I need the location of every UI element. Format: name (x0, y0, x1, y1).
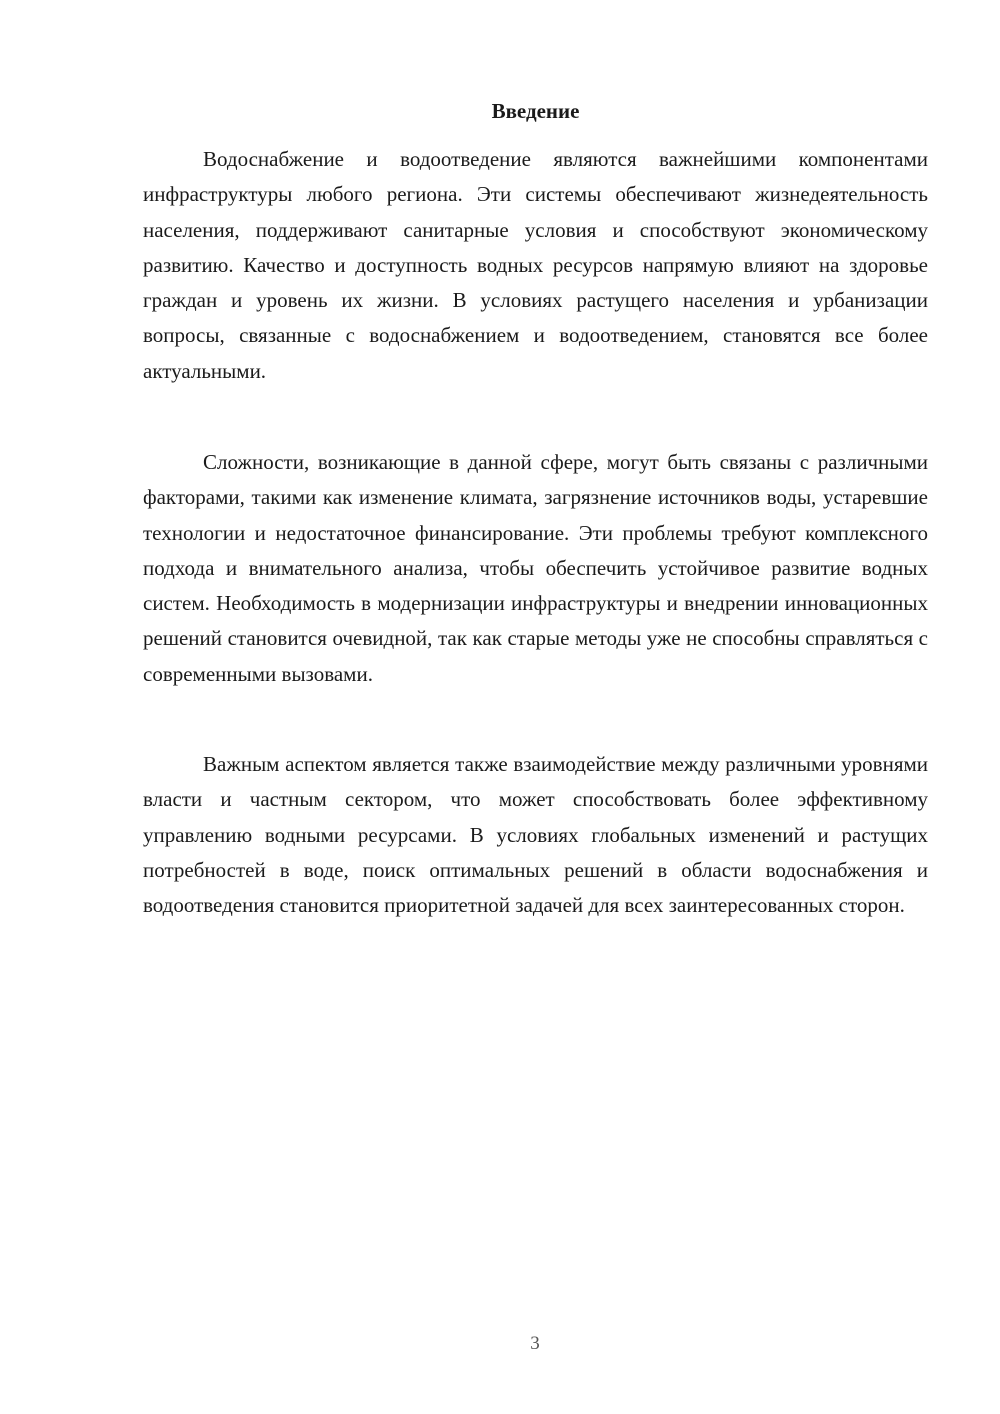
paragraph-1: Водоснабжение и водоотведение являются важнейшими компонентами инфраструктуры любого региона. Эти системы обеспечивают жизнедеятельность населения, поддерживают санитарные условия и способствуют экономическому развитию. Качество и доступность водных ресурсов напрямую влияют на здоровье граждан и уровень их жизни. В условиях растущего населения и урбанизации вопросы, связанные с водоснабжением и водоотведением, становятся все более актуальными. (143, 147, 928, 383)
paragraph-3: Важным аспектом является также взаимодействие между различными уровнями власти и частным сектором, что может способствовать более эффективному управлению водными ресурсами. В условиях глобальных изменений и растущих потребностей в воде, поиск оптимальных решений в области водоснабжения и водоотведения становится приоритетной задачей для всех заинтересованных сторон. (143, 752, 928, 918)
page-number: 3 (530, 1333, 540, 1354)
paragraph-2: Сложности, возникающие в данной сфере, могут быть связаны с различными факторами, такими как изменение климата, загрязнение источников воды, устаревшие технологии и недостаточное финансирование. Эти проблемы требуют комплексного подхода и внимательного анализа, чтобы обеспечить устойчивое развитие водных систем. Необходимость в модернизации инфраструктуры и внедрении инновационных решений становится очевидной, так как старые методы уже не способны справляться с современными вызовами. (143, 450, 928, 686)
section-title: Введение (491, 99, 580, 123)
